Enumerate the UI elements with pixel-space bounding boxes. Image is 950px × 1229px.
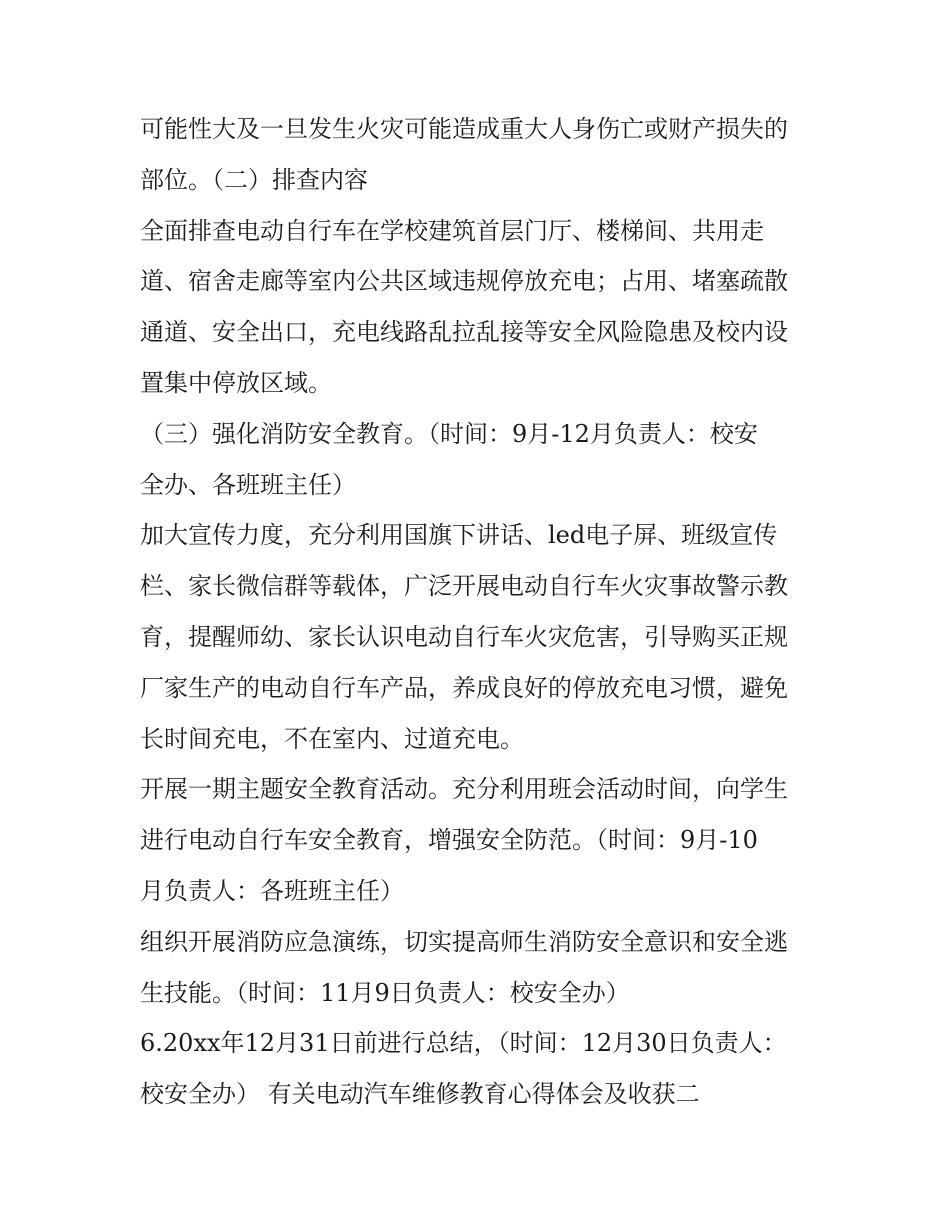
text-line: 可能性大及一旦发生火灾可能造成重大人身伤亡或财产损失的 xyxy=(140,115,788,143)
text-line: 组织开展消防应急演练，切实提高师生消防安全意识和安全逃 xyxy=(140,927,788,956)
text-line: 栏、家长微信群等载体，广泛开展电动自行车火灾事故警示教 xyxy=(140,572,788,601)
text-line: 置集中停放区域。 xyxy=(140,368,332,397)
text-line: 育，提醒师幼、家长认识电动自行车火灾危害，引导购买正规 xyxy=(140,622,788,651)
text-line: 全面排查电动自行车在学校建筑首层门厅、楼梯间、共用走 xyxy=(140,216,764,245)
text-line: 通道、安全出口，充电线路乱拉乱接等安全风险隐患及校内设 xyxy=(140,318,788,347)
text-line: 开展一期主题安全教育活动。充分利用班会活动时间，向学生 xyxy=(140,775,788,804)
text-line: 进行电动自行车安全教育，增强安全防范。（时间：9月-10 xyxy=(140,826,758,855)
text-line: （三）强化消防安全教育。（时间：9月-12月负责人：校安 xyxy=(140,419,758,448)
text-line: 道、宿舍走廊等室内公共区域违规停放充电；占用、堵塞疏散 xyxy=(140,267,788,296)
text-line: 校安全办） 有关电动汽车维修教育心得体会及收获二 xyxy=(140,1080,700,1109)
text-line: 长时间充电，不在室内、过道充电。 xyxy=(140,724,524,753)
text-line: 加大宣传力度，充分利用国旗下讲话、led电子屏、班级宣传 xyxy=(140,521,778,550)
text-line: 月负责人：各班班主任） xyxy=(140,876,404,905)
text-line: 生技能。（时间：11月9日负责人：校安全办） xyxy=(140,978,630,1007)
text-line: 全办、各班班主任） xyxy=(140,470,356,499)
text-line: 部位。（二）排查内容 xyxy=(140,165,368,194)
text-line: 厂家生产的电动自行车产品，养成良好的停放充电习惯，避免 xyxy=(140,673,788,702)
document-body xyxy=(140,104,830,1120)
text-line: 6.20xx年12月31日前进行总结，（时间：12月30日负责人： xyxy=(140,1029,787,1058)
